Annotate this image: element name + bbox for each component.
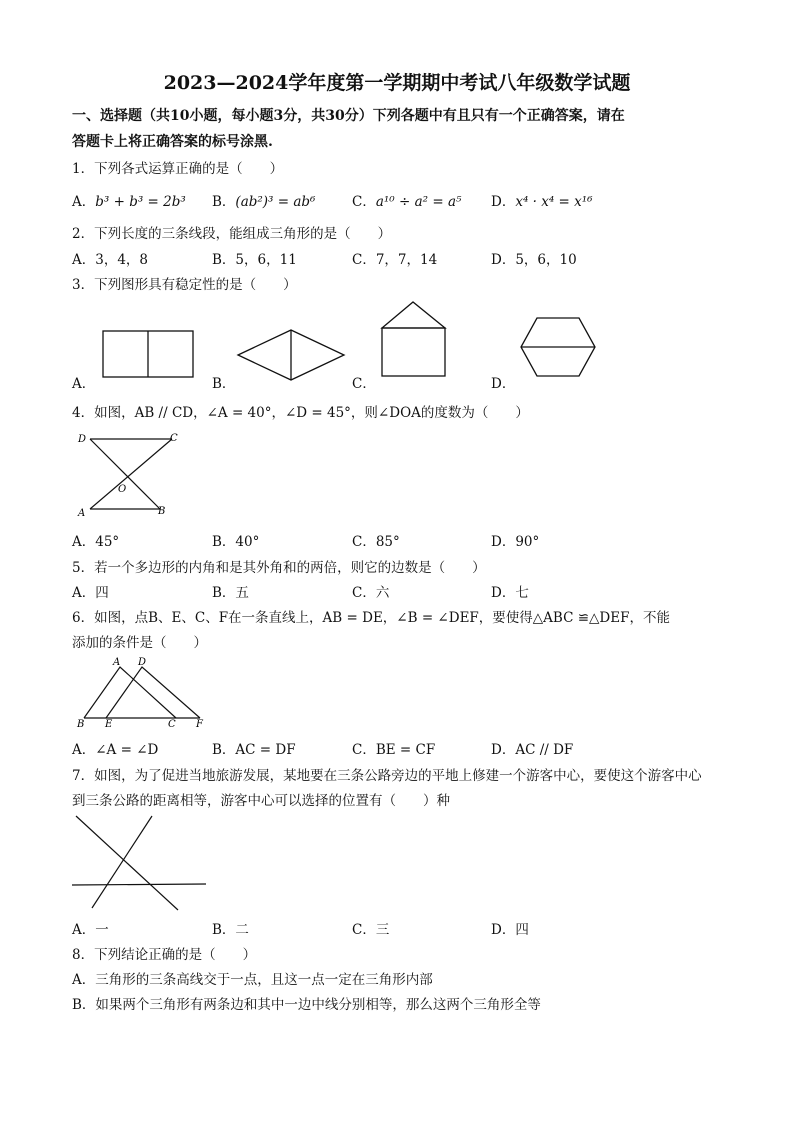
q6-label-f: F	[196, 719, 203, 730]
q2-option-d: D．5，6，10	[491, 252, 577, 268]
q6-label-a: A	[113, 657, 121, 668]
question-1-stem: 1．下列各式运算正确的是（ ）	[72, 161, 284, 177]
q1-option-b-math: (ab²)³ = ab⁶	[235, 194, 316, 210]
q3-figure-d-hexagon	[519, 316, 597, 378]
q1-option-c-math: a¹⁰ ÷ a² = a⁵	[375, 194, 462, 210]
q6-option-d: D．AC // DF	[491, 742, 574, 758]
q3-option-c: C．	[352, 376, 376, 392]
q4-label-o: O	[118, 484, 127, 495]
q4-label-d: D	[78, 434, 87, 445]
q8-option-b: B．如果两个三角形有两条边和其中一边中线分别相等，那么这两个三角形全等	[72, 997, 541, 1013]
q1-option-a-math: b³ + b³ = 2b³	[95, 194, 186, 210]
q6-option-c: C．BE = CF	[352, 742, 436, 758]
question-7-stem-continued: 到三条公路的距离相等，游客中心可以选择的位置有（ ）种	[72, 793, 450, 809]
q6-option-a: A．∠A = ∠D	[72, 742, 159, 758]
q7-option-b: B．二	[212, 922, 249, 938]
q4-label-a: A	[78, 508, 86, 519]
question-2-stem: 2．下列长度的三条线段，能组成三角形的是（ ）	[72, 226, 392, 242]
question-4-stem: 4．如图，AB // CD，∠A = 40°，∠D = 45°，则∠DOA的度数为（ ）	[72, 405, 529, 421]
q3-figure-b-rhombus	[236, 328, 346, 382]
q7-option-c: C．三	[352, 922, 390, 938]
q4-label-b: B	[158, 506, 166, 517]
q2-option-c: C．7，7，14	[352, 252, 438, 268]
q5-option-d: D．七	[491, 585, 529, 601]
q5-option-b: B．五	[212, 585, 249, 601]
q3-option-d: D．	[491, 376, 516, 392]
q3-figure-a-double-rectangle	[100, 328, 196, 380]
question-6-stem: 6．如图，点B、E、C、F在一条直线上，AB = DE，∠B = ∠DEF，要使得△ABC ≌△DEF，不能	[72, 610, 670, 626]
q3-option-b: B．	[212, 376, 236, 392]
question-6-stem-continued: 添加的条件是（ ）	[72, 635, 207, 651]
q4-option-d: D．90°	[491, 534, 540, 550]
q1-option-c: C．a¹⁰ ÷ a² = a⁵	[352, 194, 462, 210]
q6-option-b: B．AC = DF	[212, 742, 296, 758]
q5-option-a: A．四	[72, 585, 109, 601]
q6-label-c: C	[168, 719, 176, 730]
q1-option-d-math: x⁴ · x⁴ = x¹⁶	[515, 194, 593, 210]
q1-option-a: A．b³ + b³ = 2b³	[72, 194, 186, 210]
q2-option-b: B．5，6，11	[212, 252, 297, 268]
section-instructions-line2: 答题卡上将正确答案的标号涂黑.	[72, 134, 273, 150]
q6-label-e: E	[105, 719, 113, 730]
q7-option-a: A．一	[72, 922, 109, 938]
q6-label-d: D	[138, 657, 147, 668]
q4-option-a: A．45°	[72, 534, 120, 550]
q1-option-d: D．x⁴ · x⁴ = x¹⁶	[491, 194, 593, 210]
question-3-stem: 3．下列图形具有稳定性的是（ ）	[72, 277, 297, 293]
question-5-stem: 5．若一个多边形的内角和是其外角和的两倍，则它的边数是（ ）	[72, 560, 486, 576]
page-title: 2023—2024学年度第一学期期中考试八年级数学试题	[163, 72, 631, 94]
q4-option-c: C．85°	[352, 534, 400, 550]
section-instructions-line1: 一、选择题（共10小题，每小题3分，共30分）下列各题中有且只有一个正确答案，请在	[72, 108, 625, 124]
q4-figure-parallel-lines	[72, 430, 192, 520]
q7-figure-three-roads	[70, 812, 210, 914]
question-7-stem: 7．如图，为了促进当地旅游发展，某地要在三条公路旁边的平地上修建一个游客中心，要使这个游客中心	[72, 768, 702, 784]
q2-option-a: A．3，4，8	[72, 252, 149, 268]
q6-figure-triangles	[74, 656, 214, 730]
q5-option-c: C．六	[352, 585, 390, 601]
q4-option-b: B．40°	[212, 534, 260, 550]
q1-option-b: B．(ab²)³ = ab⁶	[212, 194, 316, 210]
q4-label-c: C	[170, 433, 178, 444]
q3-option-a: A．	[72, 376, 96, 392]
question-8-stem: 8．下列结论正确的是（ ）	[72, 947, 257, 963]
q8-option-a: A．三角形的三条高线交于一点，且这一点一定在三角形内部	[72, 972, 433, 988]
q7-option-d: D．四	[491, 922, 529, 938]
q6-label-b: B	[77, 719, 85, 730]
q3-figure-c-house	[379, 300, 449, 380]
